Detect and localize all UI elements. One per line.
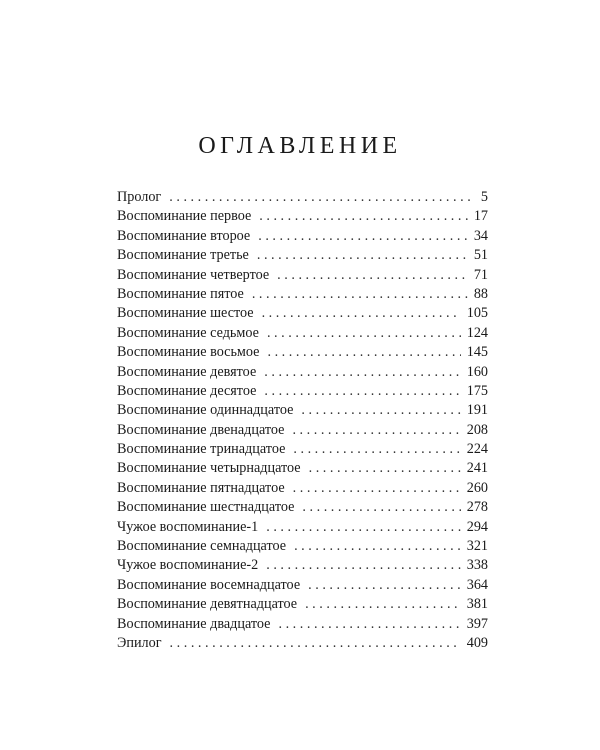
toc-entry-title: Воспоминание шестое [117,305,254,322]
toc-entry-page-number: 338 [466,557,488,574]
toc-entry [117,595,488,614]
toc-entry [117,440,488,459]
toc-entry-page-number: 321 [466,538,488,555]
toc-entry [117,615,488,634]
toc-entry-page-number: 364 [466,576,488,593]
dot-leader [258,227,468,246]
toc-entry-page-number: 409 [466,634,488,651]
dot-leader [264,363,460,382]
toc-entry [117,227,488,246]
toc-entry-title: Чужое воспоминание-2 [117,557,259,574]
dot-leader [266,518,461,537]
toc-entry-title: Воспоминание восемнадцатое [117,576,301,593]
dot-leader [309,459,461,478]
toc-entry-page-number: 88 [473,285,488,302]
toc-entry-page-number: 17 [473,208,488,225]
toc-entry-title: Воспоминание пятнадцатое [117,479,285,496]
toc-entry [117,401,488,420]
dot-leader [252,285,468,304]
dot-leader [266,556,461,575]
table-of-contents [117,188,488,653]
toc-entry-title: Чужое воспоминание-1 [117,518,259,535]
dot-leader [301,401,460,420]
toc-entry [117,266,488,285]
toc-entry-title: Воспоминание девятое [117,363,257,380]
toc-entry [117,421,488,440]
toc-entry [117,459,488,478]
dot-leader [302,498,460,517]
toc-entry-page-number: 105 [466,305,488,322]
dot-leader [267,324,461,343]
toc-entry-page-number: 51 [473,247,488,264]
toc-entry-title: Эпилог [117,634,162,651]
dot-leader [294,537,461,556]
toc-entry [117,634,488,653]
dot-leader [277,266,468,285]
dot-leader [305,595,461,614]
dot-leader [169,188,475,207]
toc-entry-title: Воспоминание первое [117,208,252,225]
toc-entry-title: Воспоминание четвертое [117,266,270,283]
dot-leader [293,440,460,459]
toc-entry [117,537,488,556]
toc-entry [117,207,488,226]
dot-leader [259,207,468,226]
toc-entry-page-number: 191 [466,402,488,419]
toc-entry-page-number: 124 [466,324,488,341]
toc-entry-page-number: 260 [466,479,488,496]
toc-entry [117,363,488,382]
dot-leader [278,615,460,634]
toc-entry-page-number: 224 [466,441,488,458]
toc-entry [117,343,488,362]
toc-entry-page-number: 294 [466,518,488,535]
toc-entry-title: Воспоминание третье [117,247,249,264]
toc-entry [117,382,488,401]
toc-entry-page-number: 5 [480,189,488,205]
dot-leader [293,479,461,498]
toc-entry-title: Воспоминание двенадцатое [117,421,285,438]
toc-entry-title: Воспоминание двадцатое [117,615,271,632]
toc-entry [117,498,488,517]
toc-entry-title: Воспоминание тринадцатое [117,441,286,458]
toc-entry-page-number: 175 [466,382,488,399]
toc-entry-page-number: 381 [466,596,488,613]
toc-entry-page-number: 160 [466,363,488,380]
toc-entry [117,285,488,304]
toc-entry [117,188,488,207]
toc-entry-title: Воспоминание шестнадцатое [117,499,295,516]
toc-entry-page-number: 145 [466,344,488,361]
dot-leader [170,634,461,653]
toc-entry-title: Пролог [117,189,162,205]
toc-entry [117,324,488,343]
toc-entry [117,479,488,498]
toc-entry-page-number: 71 [473,266,488,283]
page-title: ОГЛАВЛЕНИЕ [198,133,402,159]
toc-entry-page-number: 208 [466,421,488,438]
toc-entry [117,304,488,323]
toc-entry-title: Воспоминание десятое [117,382,257,399]
toc-entry-page-number: 397 [466,615,488,632]
toc-entry-title: Воспоминание одиннадцатое [117,402,294,419]
toc-entry-title: Воспоминание восьмое [117,344,260,361]
toc-entry [117,556,488,575]
toc-entry-page-number: 34 [473,227,488,244]
toc-entry-title: Воспоминание девятнадцатое [117,596,298,613]
dot-leader [267,343,460,362]
toc-entry-title: Воспоминание второе [117,227,251,244]
toc-entry-title: Воспоминание четырнадцатое [117,460,301,477]
toc-entry-page-number: 278 [466,499,488,516]
toc-entry-title: Воспоминание семнадцатое [117,538,287,555]
dot-leader [262,304,461,323]
toc-entry-page-number: 241 [466,460,488,477]
dot-leader [292,421,460,440]
dot-leader [308,576,461,595]
dot-leader [257,246,468,265]
toc-entry-title: Воспоминание седьмое [117,324,259,341]
toc-entry [117,518,488,537]
dot-leader [264,382,460,401]
toc-entry [117,246,488,265]
toc-entry-title: Воспоминание пятое [117,285,244,302]
toc-entry [117,576,488,595]
